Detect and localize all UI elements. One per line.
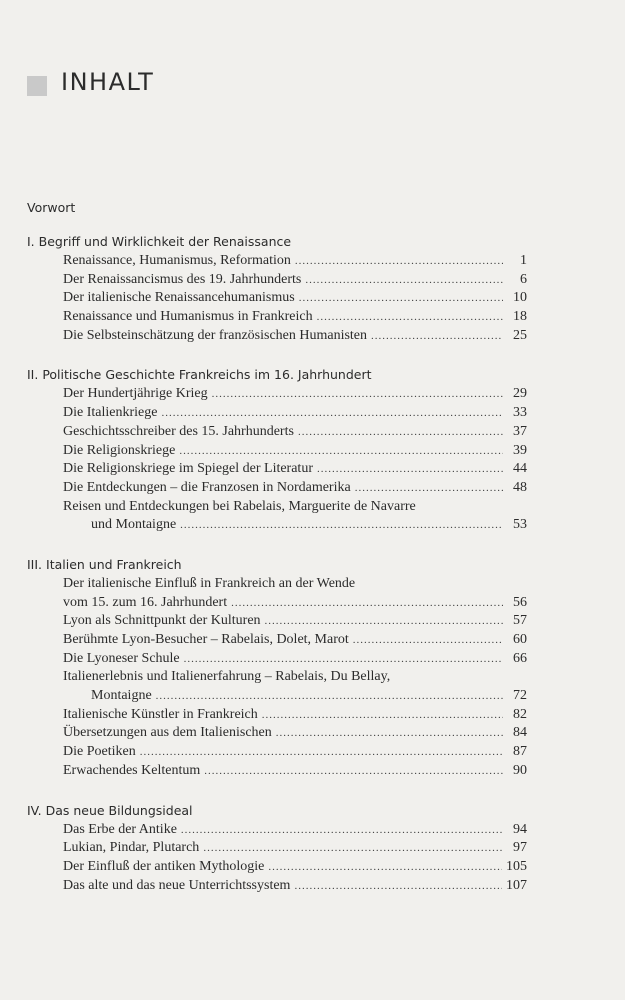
entry-line: [63, 308, 527, 327]
toc-entry: [63, 460, 527, 479]
page-number: 82: [513, 706, 527, 722]
toc-entry: [63, 498, 527, 535]
page-number: 48: [513, 479, 527, 495]
entry-line: [63, 821, 527, 840]
toc-entry: [63, 385, 527, 404]
entry-title: Die Italienkriege: [63, 405, 158, 421]
dot-leader: [317, 308, 503, 327]
dot-leader: [231, 594, 503, 613]
page-number: 107: [506, 877, 527, 893]
toc-entry: [63, 858, 527, 877]
entry-title: Geschichtsschreiber des 15. Jahrhunderts: [63, 423, 294, 439]
entry-line: [63, 575, 527, 594]
entry-line: [63, 631, 527, 650]
entry-title: Lukian, Pindar, Plutarch: [63, 840, 200, 856]
dot-leader: [317, 460, 503, 479]
page-number: 53: [513, 517, 527, 533]
section-title: III. Italien und Frankreich: [27, 556, 182, 572]
toc-entry: [63, 575, 527, 612]
entry-line: [91, 516, 527, 535]
page-number: 39: [513, 442, 527, 458]
entry-line: [63, 498, 527, 517]
dot-leader: [140, 743, 503, 762]
section-title: II. Politische Geschichte Frankreichs im 16. Jahrhundert: [27, 367, 372, 383]
entry-title: vom 15. zum 16. Jahrhundert: [63, 594, 228, 610]
toc-entry: [63, 479, 527, 498]
dot-leader: [179, 442, 503, 461]
entry-line: [63, 762, 527, 781]
entry-line: [63, 289, 527, 308]
entry-line: [63, 650, 527, 669]
toc-entry: [63, 289, 527, 308]
toc-entry: [63, 743, 527, 762]
toc-entry: [63, 724, 527, 743]
dot-leader: [262, 706, 503, 725]
toc-entry: [63, 650, 527, 669]
entry-title: Italienerlebnis und Italienerfahrung – Rabelais, Du Bellay,: [63, 669, 391, 685]
entry-title: Das Erbe der Antike: [63, 821, 177, 837]
entry-title: Der Hundertjährige Krieg: [63, 386, 208, 402]
entry-title: Italienische Künstler in Frankreich: [63, 706, 258, 722]
table-of-contents: [27, 232, 527, 915]
entry-title: Renaissance, Humanismus, Reformation: [63, 253, 291, 268]
toc-section: [27, 365, 527, 535]
page-number: 29: [513, 386, 527, 402]
page-number: 72: [513, 688, 527, 704]
heading-square-mark: [27, 76, 47, 96]
page-number: 33: [513, 405, 527, 421]
page-title: INHALT: [61, 68, 155, 96]
entry-title: Montaigne: [91, 688, 152, 704]
toc-section: [27, 555, 527, 781]
entry-line: [63, 839, 527, 858]
entry-title: Lyon als Schnittpunkt der Kulturen: [63, 613, 261, 629]
toc-entry: [63, 327, 527, 346]
entry-line: [63, 479, 527, 498]
entry-title: Der italienische Einfluß in Frankreich an der Wende: [63, 575, 356, 591]
entry-line: [63, 385, 527, 404]
page-number: 37: [513, 423, 527, 439]
page-number: 1: [520, 253, 527, 268]
toc-entry: [63, 706, 527, 725]
page-number: 18: [513, 309, 527, 325]
entry-line: [63, 594, 527, 613]
toc-entry: [63, 839, 527, 858]
section-title: IV. Das neue Bildungsideal: [27, 802, 193, 818]
dot-leader: [203, 839, 503, 858]
entry-line: [63, 858, 527, 877]
entry-title: Der Einfluß der antiken Mythologie: [63, 858, 265, 874]
entry-title: Die Lyoneser Schule: [63, 650, 180, 666]
entry-line: [63, 252, 527, 271]
page-number: 66: [513, 650, 527, 666]
entry-line: [63, 404, 527, 423]
page-number: 6: [520, 271, 527, 287]
dot-leader: [265, 612, 503, 631]
entry-title: Das alte und das neue Unterrichtssystem: [63, 877, 291, 893]
page-number: 84: [513, 725, 527, 741]
entry-line: [63, 724, 527, 743]
entry-line: [63, 706, 527, 725]
page-number: 97: [513, 840, 527, 856]
page-number: 25: [513, 327, 527, 343]
dot-leader: [295, 252, 503, 271]
toc-section: [27, 801, 527, 896]
entry-title: Reisen und Entdeckungen bei Rabelais, Marguerite de Navarre: [63, 498, 416, 514]
entry-title: Der Renaissancismus des 19. Jahrhunderts: [63, 271, 302, 287]
page-number: 94: [513, 821, 527, 837]
entry-line: [63, 423, 527, 442]
toc-entry: [63, 271, 527, 290]
dot-leader: [353, 631, 503, 650]
dot-leader: [371, 327, 503, 346]
entry-line: [63, 668, 527, 687]
dot-leader: [268, 858, 502, 877]
toc-entry: [63, 404, 527, 423]
entry-title: Die Selbsteinschätzung der französischen Humanisten: [63, 327, 368, 343]
entry-line: [63, 271, 527, 290]
page-number: 90: [513, 762, 527, 778]
entry-title: Die Religionskriege im Spiegel der Literatur: [63, 461, 313, 477]
dot-leader: [298, 423, 503, 442]
toc-section: [27, 232, 527, 345]
dot-leader: [276, 724, 503, 743]
toc-entry: [63, 877, 527, 896]
entry-title: Die Entdeckungen – die Franzosen in Nordamerika: [63, 479, 351, 495]
section-title: I. Begriff und Wirklichkeit der Renaissance: [27, 234, 292, 249]
entry-title: Berühmte Lyon-Besucher – Rabelais, Dolet, Marot: [63, 632, 349, 647]
toc-entry: [63, 762, 527, 781]
dot-leader: [299, 289, 503, 308]
toc-entry: [63, 821, 527, 840]
page-number: 87: [513, 744, 527, 760]
page-number: 60: [513, 632, 527, 647]
entry-title: Der italienische Renaissancehumanismus: [63, 290, 295, 306]
entry-line: [63, 327, 527, 346]
dot-leader: [294, 877, 502, 896]
dot-leader: [161, 404, 503, 423]
dot-leader: [355, 479, 503, 498]
page-number: 57: [513, 613, 527, 629]
entry-title: und Montaigne: [91, 517, 177, 533]
entry-line: [63, 877, 527, 896]
toc-entry: [63, 252, 527, 271]
entry-title: Übersetzungen aus dem Italienischen: [63, 725, 272, 741]
entry-title: Renaissance und Humanismus in Frankreich: [63, 309, 313, 325]
dot-leader: [181, 821, 503, 840]
dot-leader: [204, 762, 503, 781]
entry-title: Erwachendes Keltentum: [63, 762, 201, 778]
dot-leader: [212, 385, 503, 404]
page-number: 44: [513, 461, 527, 477]
page-number: 105: [506, 858, 527, 874]
dot-leader: [180, 516, 503, 535]
dot-leader: [156, 687, 503, 706]
dot-leader: [305, 271, 503, 290]
toc-entry: [63, 668, 527, 705]
entry-line: [91, 687, 527, 706]
page-number: 56: [513, 594, 527, 610]
toc-entry: [63, 308, 527, 327]
entry-line: [63, 460, 527, 479]
toc-vorwort: Vorwort: [27, 200, 76, 215]
entry-title: Die Religionskriege: [63, 442, 176, 458]
dot-leader: [184, 650, 503, 669]
toc-entry: [63, 631, 527, 650]
entry-line: [63, 612, 527, 631]
page-number: 10: [513, 290, 527, 306]
toc-entry: [63, 612, 527, 631]
toc-entry: [63, 442, 527, 461]
toc-entry: [63, 423, 527, 442]
entry-line: [63, 743, 527, 762]
entry-title: Die Poetiken: [63, 744, 136, 760]
entry-line: [63, 442, 527, 461]
